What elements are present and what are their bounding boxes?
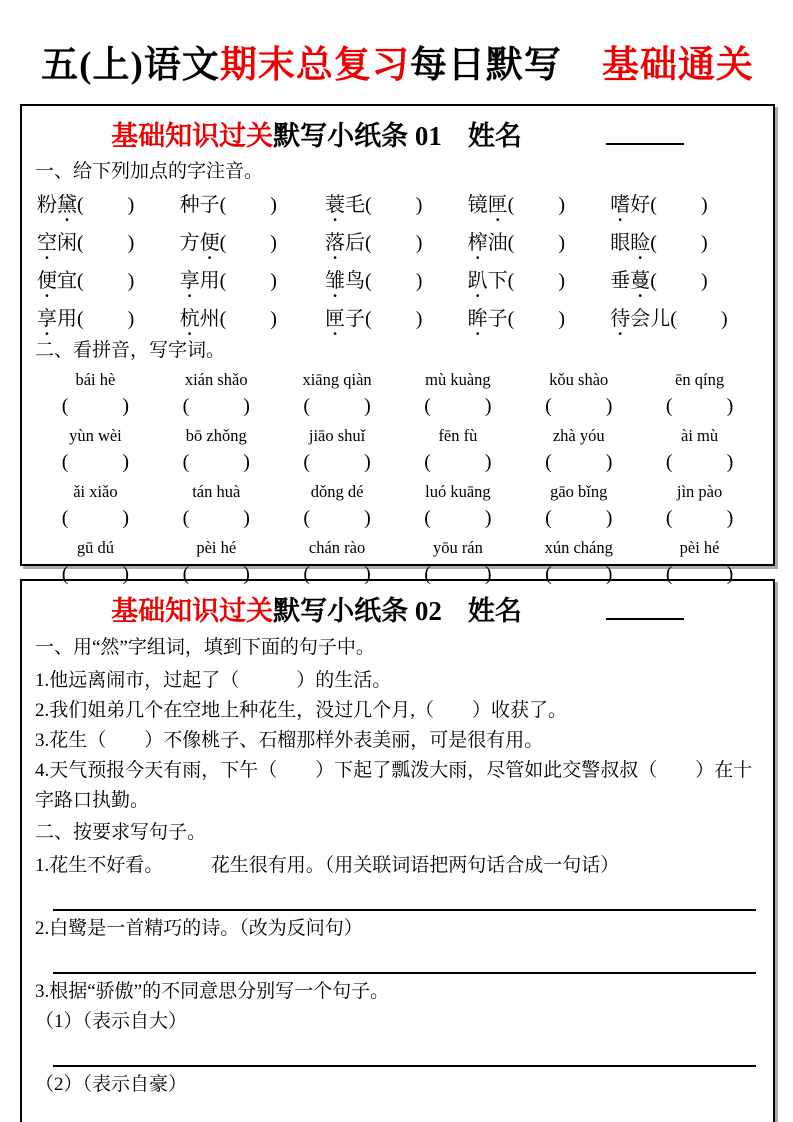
sheet-02-header-black-label: 默写小纸条 02 [273,596,442,626]
pinyin-item: jiāo shuǐ [308,426,366,445]
word-char: 用 [199,270,220,292]
sheet-01-header-red-label: 基础知识过关 [111,121,274,151]
paren-open: ( [303,395,311,417]
paren-open: ( [182,563,190,585]
pinyin-item: mù kuàng [425,370,491,389]
blank-parens [277,392,398,420]
sheet-01-name-label: 姓名 [467,121,522,151]
word-item [325,188,468,217]
fill-blank-sentence-list [35,666,760,816]
word-char: 子 [487,308,508,330]
answer-line [53,972,756,974]
sheet-01-header [35,114,760,153]
sheet-02 [20,579,775,1122]
paren-close: ) [243,395,250,417]
paren-close: ) [364,563,371,585]
paren-close: ) [605,395,613,417]
word-item [610,188,760,217]
blank-parens: ( [507,308,515,330]
blank-parens [518,504,639,532]
blank-parens: ( [219,232,227,254]
pinyin-item: chán rào [308,538,366,557]
blank-parens: ( [650,194,657,216]
paren-close: ) [122,507,130,529]
word-char: 匣 [487,194,508,216]
paren-open: ( [665,395,673,417]
word-char: 匣 [325,308,346,330]
word-char: 蓑 [325,194,346,216]
word-item [468,188,611,217]
pinyin-item: gū dú [76,538,114,557]
pinyin-item: bái hè [75,370,116,389]
pinyin-item: xián shǎo [184,370,248,389]
word-char: 眼 [610,232,631,254]
blank-parens [639,504,760,532]
blank-parens [35,504,156,532]
blank-parens [35,448,156,476]
word-char: 鸟 [345,270,366,292]
blank-parens: ( [77,270,84,292]
paren-open: ( [665,451,673,473]
paren-open: ( [303,507,311,529]
word-char: 用 [57,308,77,330]
rewrite-sentence-list [35,851,760,1122]
word-item [180,226,325,255]
pinyin-item: gāo bǐng [550,482,608,501]
word-char: 子 [345,308,366,330]
word-char: 儿 [650,308,671,330]
paren-open: ( [303,563,311,585]
pinyin-item: pèi hé [196,538,237,557]
paren-close: ) [122,395,130,417]
exercise-item: 3.根据“骄傲”的不同意思分别写一个句子。 [35,981,390,1002]
word-item [37,264,180,293]
word-item [610,264,760,293]
blank-row [35,560,760,588]
blank-parens: ( [507,194,515,216]
sheet-02-name-label: 姓名 [467,596,522,626]
blank-parens: ) [415,232,423,254]
pinyin-item: yōu rán [432,538,483,557]
word-item [325,264,468,293]
paren-open: ( [61,451,69,473]
paren-close: ) [484,507,492,529]
blank-parens: ) [127,308,135,330]
blank-parens [277,504,398,532]
blank-parens [156,560,277,588]
blank-parens [277,560,398,588]
sheet-02-name-underline [606,590,684,620]
paren-open: ( [545,395,552,417]
sheet-01-name-underline [606,115,684,145]
blank-parens [518,560,639,588]
paren-open: ( [424,451,431,473]
word-char: 趴 [467,270,488,292]
blank-parens: ( [650,232,657,254]
blank-parens: ( [365,308,372,330]
pinyin-item: dǒng dé [310,482,364,501]
paren-close: ) [122,563,130,585]
sheet-01-header-black-label: 默写小纸条 01 [273,121,442,151]
paren-close: ) [605,451,613,473]
blank-parens [398,560,519,588]
paren-close: ) [605,507,613,529]
paren-open: ( [424,395,431,417]
paren-open: ( [545,563,552,585]
blank-parens: ( [219,270,227,292]
sheet-01-section-1-heading: 一、给下列加点的字注音。 [35,161,264,182]
paren-close: ) [726,507,734,529]
answer-line [53,909,756,911]
pinyin-item: ài mù [681,426,719,445]
word-item [180,188,325,217]
word-item [325,302,468,331]
fill-blank-sentence: 4.天气预报今天有雨，下午（ ）下起了瓢泼大雨，尽管如此交警叔叔（ ）在十字路口执勤。 [35,760,753,811]
blank-parens: ( [365,232,372,254]
pinyin-item: bō zhǒng [185,426,247,445]
blank-parens: ) [415,270,423,292]
paren-open: ( [665,507,673,529]
word-item [180,264,325,293]
pinyin-item: jìn pào [676,482,723,501]
exercise-item: 1.花生不好看。 花生很有用。（用关联词语把两句话合成一句话） [35,855,620,876]
word-char: 蔓 [630,270,651,292]
pinyin-row [35,368,760,392]
blank-parens: ( [670,308,677,330]
title-segment-4: 基础通关 [601,45,754,86]
word-item [37,226,180,255]
paren-open: ( [303,451,311,473]
word-item [610,226,760,255]
word-item [180,302,325,331]
pinyin-item: zhà yóu [552,426,605,445]
pinyin-row [35,424,760,448]
blank-parens: ) [700,232,708,254]
word-char: 享 [179,270,200,292]
word-char: 闲 [57,232,77,254]
sheet-01 [20,104,775,585]
sheet-02-header [35,589,760,628]
word-char: 杭 [179,308,200,330]
word-char: 宜 [57,270,77,292]
title-segment-1: 五(上)语文 [41,45,220,86]
word-char: 镜 [467,194,488,216]
word-char: 黛 [57,194,77,216]
blank-parens: ) [700,194,708,216]
paren-close: ) [484,395,492,417]
blank-parens: ) [127,270,135,292]
blank-parens [518,392,639,420]
blank-parens [639,392,760,420]
pinyin-item: yùn wèi [69,426,122,445]
fill-blank-sentence: 2.我们姐弟几个在空地上种花生，没过几个月,（ ）收获了。 [35,700,568,721]
word-item [468,264,611,293]
blank-parens: ) [270,232,277,254]
word-char: 毛 [345,194,366,216]
blank-parens: ) [270,194,277,216]
paren-close: ) [364,507,371,529]
fill-blank-sentence: 1.他远离闹市，过起了（ ）的生活。 [35,670,392,691]
pinyin-blocks [35,368,760,588]
pinyin-item: tán huà [192,482,241,501]
pinyin-item: xiāng qiàn [302,370,372,389]
pinyin-item: fēn fù [438,426,478,445]
word-item [610,302,760,331]
blank-parens: ) [558,308,565,330]
word-char: 子 [199,194,220,216]
word-char: 种 [179,194,200,216]
pinyin-item: ǎi xiǎo [73,482,118,501]
pinyin-item: xún cháng [544,538,613,557]
paren-open: ( [182,395,190,417]
blank-parens: ) [270,270,277,292]
blank-parens [156,504,277,532]
blank-parens: ( [507,270,515,292]
word-char: 油 [487,232,508,254]
blank-parens: ) [127,232,135,254]
blank-parens [277,448,398,476]
blank-parens: ) [270,308,277,330]
word-char: 下 [487,270,508,292]
blank-parens: ) [558,194,565,216]
word-item [468,302,611,331]
blank-parens: ( [219,194,227,216]
paren-open: ( [61,563,69,585]
word-char: 粉 [37,194,57,216]
sheet-01-section-2-heading: 二、看拼音，写字词。 [35,340,226,361]
paren-close: ) [243,507,250,529]
blank-parens [156,392,277,420]
paren-close: ) [364,451,371,473]
word-char: 方 [179,232,200,254]
word-item [325,226,468,255]
blank-parens: ) [415,308,423,330]
paren-close: ) [726,451,734,473]
word-char: 垂 [610,270,631,292]
paren-open: ( [545,451,552,473]
word-char: 会 [630,308,651,330]
word-char: 州 [199,308,220,330]
paren-close: ) [726,395,734,417]
blank-parens: ) [700,270,708,292]
blank-parens [35,560,156,588]
pinyin-item: luó kuāng [425,482,491,501]
paren-close: ) [726,563,734,585]
blank-parens: ( [77,194,84,216]
blank-parens: ( [365,194,372,216]
blank-parens: ( [77,308,84,330]
word-char: 空 [37,232,57,254]
blank-parens: ( [365,270,372,292]
answer-line [53,1065,756,1067]
pinyin-item: pèi hé [679,538,720,557]
page-title [20,34,775,88]
title-segment-3: 每日默写 [409,45,562,86]
paren-close: ) [122,451,130,473]
paren-close: ) [605,563,613,585]
paren-open: ( [424,507,431,529]
pinyin-row [35,536,760,560]
word-item [468,226,611,255]
blank-parens [518,448,639,476]
word-char: 榨 [467,232,488,254]
paren-open: ( [665,563,673,585]
paren-open: ( [182,451,190,473]
blank-parens: ( [507,232,515,254]
word-char: 雏 [325,270,346,292]
blank-parens [639,448,760,476]
blank-parens: ( [77,232,84,254]
blank-parens [35,392,156,420]
blank-parens [156,448,277,476]
paren-close: ) [243,563,250,585]
title-segment-2: 期末总复习 [219,45,410,86]
pinyin-item: ēn qíng [675,370,725,389]
word-char: 嗜 [610,194,631,216]
paren-close: ) [484,451,492,473]
blank-parens: ) [558,270,565,292]
word-char: 眸 [467,308,488,330]
word-char: 后 [345,232,366,254]
paren-open: ( [61,395,69,417]
word-char: 待 [610,308,631,330]
paren-open: ( [61,507,69,529]
blank-parens: ) [127,194,135,216]
blank-parens: ) [720,308,728,330]
exercise-item: （1）（表示自大） [35,1011,188,1032]
blank-parens: ) [558,232,565,254]
paren-close: ) [484,563,492,585]
paren-open: ( [182,507,190,529]
word-char: 便 [199,232,220,254]
blank-parens: ( [650,270,657,292]
paren-open: ( [424,563,431,585]
blank-row [35,448,760,476]
word-item [37,188,180,217]
blank-row [35,392,760,420]
blank-parens [398,504,519,532]
word-char: 好 [630,194,651,216]
sheet-02-section-1-heading: 一、用“然”字组词，填到下面的句子中。 [35,637,375,658]
paren-close: ) [243,451,250,473]
pinyin-item: kǒu shào [549,370,609,389]
sheet-02-section-2-heading: 二、按要求写句子。 [35,822,207,843]
blank-parens [398,392,519,420]
word-char: 便 [37,270,57,292]
word-item [37,302,180,331]
blank-parens: ( [219,308,227,330]
sheet-02-header-red-label: 基础知识过关 [111,596,274,626]
exercise-item: 2.白鹭是一首精巧的诗。（改为反问句） [35,918,363,939]
blank-parens [639,560,760,588]
word-char: 睑 [630,232,651,254]
fill-blank-sentence: 3.花生（ ）不像桃子、石榴那样外表美丽，可是很有用。 [35,730,544,751]
blank-row [35,504,760,532]
blank-parens: ) [415,194,423,216]
pinyin-row [35,480,760,504]
word-grid [37,188,760,331]
word-char: 享 [37,308,57,330]
paren-close: ) [364,395,371,417]
exercise-item: （2）（表示自豪） [35,1074,188,1095]
word-char: 落 [325,232,346,254]
paren-open: ( [545,507,552,529]
blank-parens [398,448,519,476]
